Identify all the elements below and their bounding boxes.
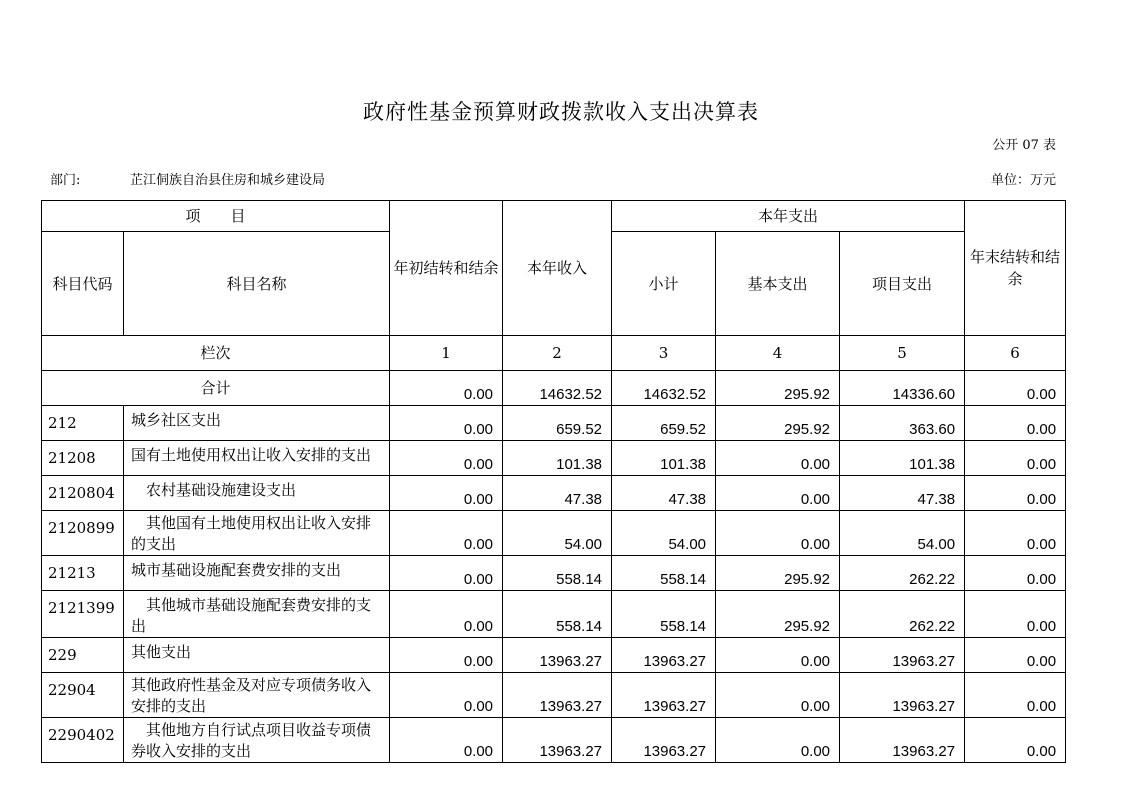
column-index-4: 4 [716,336,840,371]
row-code: 2120804 [42,476,124,511]
header-subtotal: 小计 [612,232,716,336]
column-index-row [42,336,1066,371]
table-row [42,638,1066,673]
row-current-income: 13963.27 [503,673,612,718]
row-project-expense: 262.22 [840,591,965,638]
column-index-5: 5 [840,336,965,371]
row-subtotal: 101.38 [612,441,716,476]
row-current-income: 54.00 [503,511,612,556]
row-name: 其他支出 [124,638,390,673]
row-project-expense: 262.22 [840,556,965,591]
row-code: 212 [42,406,124,441]
row-code: 21213 [42,556,124,591]
header-opening-balance: 年初结转和结余 [390,201,503,336]
budget-table [41,200,1066,763]
row-basic-expense: 0.00 [716,718,840,763]
total-project-expense: 14336.60 [840,371,965,406]
row-closing-balance: 0.00 [965,591,1066,638]
table-number: 公开 07 表 [992,138,1056,153]
row-basic-expense: 295.92 [716,406,840,441]
table-row [42,591,1066,638]
row-opening-balance: 0.00 [390,718,503,763]
row-opening-balance: 0.00 [390,638,503,673]
total-label: 合计 [42,371,390,406]
row-subtotal: 558.14 [612,556,716,591]
row-name: 城乡社区支出 [124,406,390,441]
total-closing-balance: 0.00 [965,371,1066,406]
row-basic-expense: 0.00 [716,441,840,476]
row-subtotal: 13963.27 [612,718,716,763]
row-closing-balance: 0.00 [965,476,1066,511]
total-opening-balance: 0.00 [390,371,503,406]
row-code: 21208 [42,441,124,476]
row-basic-expense: 0.00 [716,638,840,673]
column-index-label: 栏次 [42,336,390,371]
column-index-3: 3 [612,336,716,371]
row-basic-expense: 0.00 [716,511,840,556]
row-opening-balance: 0.00 [390,476,503,511]
row-code: 22904 [42,673,124,718]
table-row [42,556,1066,591]
header-item: 项 目 [42,201,390,232]
row-project-expense: 13963.27 [840,673,965,718]
row-basic-expense: 295.92 [716,591,840,638]
table-row [42,441,1066,476]
row-opening-balance: 0.00 [390,406,503,441]
table-row [42,511,1066,556]
row-subtotal: 558.14 [612,591,716,638]
row-current-income: 659.52 [503,406,612,441]
row-name: 国有土地使用权出让收入安排的支出 [124,441,390,476]
row-current-income: 13963.27 [503,718,612,763]
row-name: 其他城市基础设施配套费安排的支出 [124,591,390,638]
row-basic-expense: 0.00 [716,476,840,511]
row-subtotal: 659.52 [612,406,716,441]
row-subtotal: 13963.27 [612,673,716,718]
table-row [42,406,1066,441]
row-project-expense: 47.38 [840,476,965,511]
row-closing-balance: 0.00 [965,511,1066,556]
row-current-income: 558.14 [503,556,612,591]
row-code: 2121399 [42,591,124,638]
row-current-income: 101.38 [503,441,612,476]
header-closing-balance: 年末结转和结余 [965,201,1066,336]
header-row-1 [42,201,1066,232]
unit-label: 单位：万元 [990,173,1056,188]
total-basic-expense: 295.92 [716,371,840,406]
header-basic-expense: 基本支出 [716,232,840,336]
header-name: 科目名称 [124,232,390,336]
row-project-expense: 363.60 [840,406,965,441]
department-name: 芷江侗族自治县住房和城乡建设局 [130,173,326,188]
row-opening-balance: 0.00 [390,673,503,718]
header-current-expense: 本年支出 [612,201,965,232]
department-label: 部门: [50,173,81,188]
row-opening-balance: 0.00 [390,511,503,556]
row-code: 2120899 [42,511,124,556]
row-name: 其他政府性基金及对应专项债务收入安排的支出 [124,673,390,718]
column-index-1: 1 [390,336,503,371]
total-row [42,371,1066,406]
row-opening-balance: 0.00 [390,441,503,476]
row-code: 229 [42,638,124,673]
row-name: 其他地方自行试点项目收益专项债券收入安排的支出 [124,718,390,763]
row-project-expense: 13963.27 [840,718,965,763]
row-basic-expense: 295.92 [716,556,840,591]
total-subtotal: 14632.52 [612,371,716,406]
row-closing-balance: 0.00 [965,406,1066,441]
row-current-income: 558.14 [503,591,612,638]
row-closing-balance: 0.00 [965,718,1066,763]
row-name: 农村基础设施建设支出 [124,476,390,511]
row-project-expense: 54.00 [840,511,965,556]
row-closing-balance: 0.00 [965,673,1066,718]
row-project-expense: 101.38 [840,441,965,476]
header-project-expense: 项目支出 [840,232,965,336]
row-closing-balance: 0.00 [965,441,1066,476]
row-closing-balance: 0.00 [965,556,1066,591]
page-title: 政府性基金预算财政拨款收入支出决算表 [363,100,759,124]
row-name: 其他国有土地使用权出让收入安排的支出 [124,511,390,556]
row-current-income: 13963.27 [503,638,612,673]
table-row [42,718,1066,763]
row-subtotal: 47.38 [612,476,716,511]
row-name: 城市基础设施配套费安排的支出 [124,556,390,591]
row-subtotal: 13963.27 [612,638,716,673]
row-subtotal: 54.00 [612,511,716,556]
total-current-income: 14632.52 [503,371,612,406]
row-current-income: 47.38 [503,476,612,511]
row-project-expense: 13963.27 [840,638,965,673]
column-index-2: 2 [503,336,612,371]
column-index-6: 6 [965,336,1066,371]
header-code: 科目代码 [42,232,124,336]
row-code: 2290402 [42,718,124,763]
row-opening-balance: 0.00 [390,556,503,591]
row-basic-expense: 0.00 [716,673,840,718]
row-opening-balance: 0.00 [390,591,503,638]
header-current-income: 本年收入 [503,201,612,336]
table-row [42,476,1066,511]
table-row [42,673,1066,718]
row-closing-balance: 0.00 [965,638,1066,673]
